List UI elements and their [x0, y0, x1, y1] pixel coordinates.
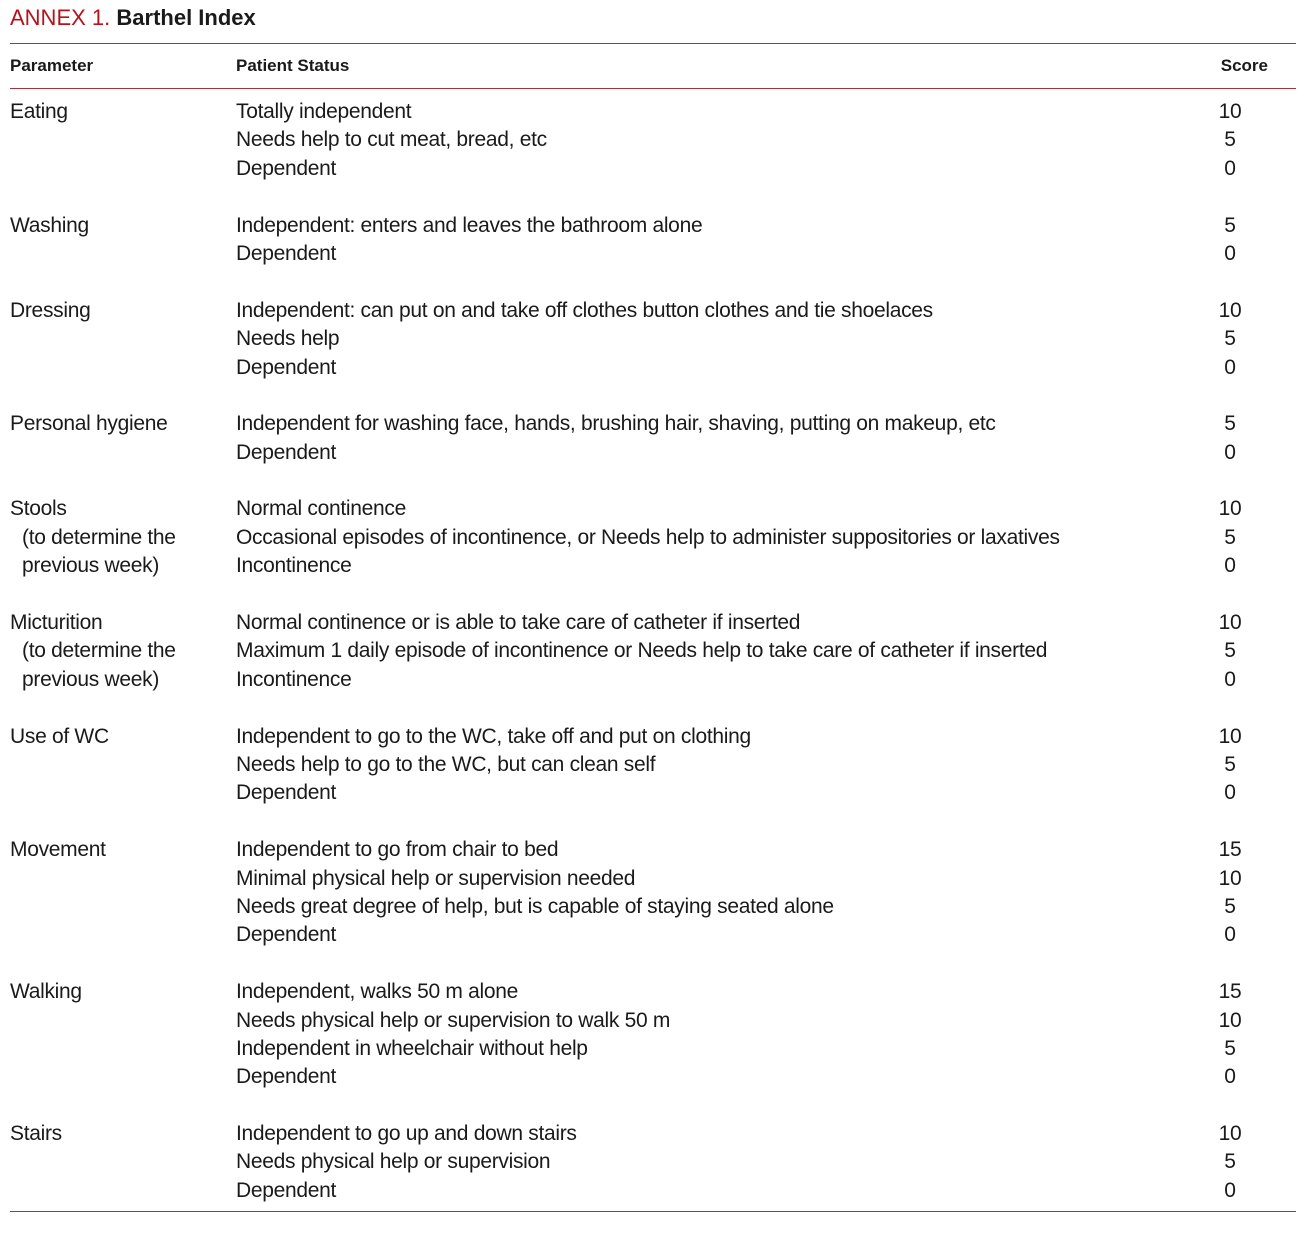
status-row: [0, 212, 1304, 240]
score-value: 0: [1224, 440, 1236, 464]
patient-status: Dependent: [236, 1065, 337, 1089]
patient-status: Independent, walks 50 m alone: [236, 980, 518, 1004]
status-row: [0, 1177, 1304, 1205]
status-row: [0, 354, 1304, 382]
header-parameter: Parameter: [10, 56, 94, 75]
parameter-note: previous week): [22, 667, 160, 691]
status-row: [0, 609, 1304, 637]
patient-status: Needs help: [236, 327, 340, 351]
score-value: 5: [1224, 894, 1236, 918]
patient-status: Independent to go to the WC, take off and put on clothing: [236, 724, 751, 748]
parameter-name: Stairs: [10, 1122, 62, 1146]
status-row: [0, 439, 1304, 467]
status-row: [0, 240, 1304, 268]
patient-status: Totally independent: [236, 100, 412, 123]
parameter-name: Eating: [10, 100, 68, 123]
score-value: 5: [1224, 327, 1236, 351]
patient-status: Needs physical help or supervision: [236, 1150, 551, 1174]
status-row: [0, 893, 1304, 921]
parameter-name: Movement: [10, 838, 106, 862]
patient-status: Dependent: [236, 1178, 337, 1202]
patient-status: Dependent: [236, 440, 337, 464]
score-value: 0: [1224, 554, 1236, 578]
score-value: 10: [1218, 724, 1242, 748]
status-row: [0, 1148, 1304, 1176]
parameter-group: [0, 1120, 1304, 1205]
parameter-name: Stools: [10, 497, 67, 521]
patient-status: Needs help to cut meat, bread, etc: [236, 128, 547, 152]
score-value: 0: [1224, 1178, 1236, 1202]
status-row: [0, 410, 1304, 438]
patient-status: Occasional episodes of incontinence, or Needs help to administer suppositories or laxatives: [236, 525, 1060, 549]
status-row: [0, 1035, 1304, 1063]
parameter-group: [0, 978, 1304, 1092]
status-row: [0, 836, 1304, 864]
status-row: [0, 1120, 1304, 1148]
parameter-note: (to determine the: [22, 525, 176, 549]
status-row: [0, 552, 1304, 580]
patient-status: Independent for washing face, hands, brushing hair, shaving, putting on makeup, etc: [236, 412, 996, 436]
score-value: 0: [1224, 355, 1236, 379]
score-value: 10: [1218, 497, 1242, 521]
header-score: Score: [1220, 56, 1268, 75]
patient-status: Independent: enters and leaves the bathroom alone: [236, 213, 703, 237]
status-row: [0, 297, 1304, 325]
status-row: [0, 1063, 1304, 1091]
parameter-name: Walking: [10, 980, 82, 1004]
patient-status: Needs great degree of help, but is capable of staying seated alone: [236, 894, 834, 918]
score-value: 10: [1218, 866, 1242, 890]
status-row: [0, 495, 1304, 523]
patient-status: Normal continence: [236, 497, 406, 521]
score-value: 5: [1224, 639, 1236, 663]
parameter-name: Personal hygiene: [10, 412, 168, 436]
score-value: 0: [1224, 923, 1236, 947]
status-row: [0, 865, 1304, 893]
score-value: 0: [1224, 156, 1236, 180]
status-row: [0, 126, 1304, 154]
parameter-note: (to determine the: [22, 639, 176, 663]
parameter-group: [0, 495, 1304, 580]
top-rule: [10, 43, 1296, 44]
patient-status: Dependent: [236, 355, 337, 379]
parameter-group: [0, 723, 1304, 808]
parameter-name: Dressing: [10, 298, 91, 322]
score-value: 5: [1224, 752, 1236, 776]
status-row: [0, 1007, 1304, 1035]
parameter-name: Micturition: [10, 611, 103, 635]
parameter-name: Use of WC: [10, 724, 109, 748]
parameter-group: [0, 609, 1304, 694]
score-value: 10: [1218, 100, 1242, 123]
status-row: [0, 325, 1304, 353]
score-value: 15: [1218, 838, 1242, 862]
barthel-table: [0, 98, 1304, 1234]
annex-label: ANNEX 1.: [10, 5, 111, 30]
score-value: 0: [1224, 1065, 1236, 1089]
parameter-group: [0, 98, 1304, 183]
patient-status: Dependent: [236, 923, 337, 947]
status-row: [0, 666, 1304, 694]
parameter-group: [0, 297, 1304, 382]
status-row: [0, 779, 1304, 807]
status-row: [0, 978, 1304, 1006]
patient-status: Incontinence: [236, 667, 352, 691]
score-value: 5: [1224, 213, 1236, 237]
patient-status: Independent to go up and down stairs: [236, 1122, 577, 1146]
score-value: 0: [1224, 781, 1236, 805]
patient-status: Independent to go from chair to bed: [236, 838, 559, 862]
score-value: 5: [1224, 1036, 1236, 1060]
score-value: 15: [1218, 980, 1242, 1004]
score-value: 5: [1224, 412, 1236, 436]
parameter-group: [0, 836, 1304, 950]
score-value: 10: [1218, 1008, 1242, 1032]
patient-status: Dependent: [236, 156, 337, 180]
score-value: 10: [1218, 1122, 1242, 1146]
patient-status: Dependent: [236, 241, 337, 265]
header-patient-status: Patient Status: [236, 56, 350, 75]
parameter-group: [0, 410, 1304, 467]
patient-status: Maximum 1 daily episode of incontinence or Needs help to take care of catheter if inserted: [236, 639, 1048, 663]
table-title: Barthel Index: [116, 5, 256, 30]
document-title: [10, 4, 256, 32]
score-value: 0: [1224, 241, 1236, 265]
score-value: 5: [1224, 1150, 1236, 1174]
status-row: [0, 751, 1304, 779]
status-row: [0, 98, 1304, 126]
patient-status: Independent in wheelchair without help: [236, 1036, 588, 1060]
patient-status: Independent: can put on and take off clothes button clothes and tie shoelaces: [236, 298, 933, 322]
status-row: [0, 921, 1304, 949]
status-row: [0, 723, 1304, 751]
patient-status: Needs physical help or supervision to walk 50 m: [236, 1008, 671, 1032]
patient-status: Normal continence or is able to take care of catheter if inserted: [236, 611, 801, 635]
bottom-rule: [10, 1211, 1296, 1212]
parameter-name: Washing: [10, 213, 89, 237]
patient-status: Incontinence: [236, 554, 352, 578]
header-rule: [10, 88, 1296, 89]
patient-status: Dependent: [236, 781, 337, 805]
score-value: 5: [1224, 525, 1236, 549]
patient-status: Minimal physical help or supervision needed: [236, 866, 636, 890]
status-row: [0, 155, 1304, 183]
status-row: [0, 637, 1304, 665]
score-value: 10: [1218, 611, 1242, 635]
score-value: 0: [1224, 667, 1236, 691]
parameter-note: previous week): [22, 554, 160, 578]
parameter-group: [0, 212, 1304, 269]
score-value: 5: [1224, 128, 1236, 152]
status-row: [0, 524, 1304, 552]
score-value: 10: [1218, 298, 1242, 322]
patient-status: Needs help to go to the WC, but can clean self: [236, 752, 656, 776]
table-header: [0, 55, 1304, 77]
